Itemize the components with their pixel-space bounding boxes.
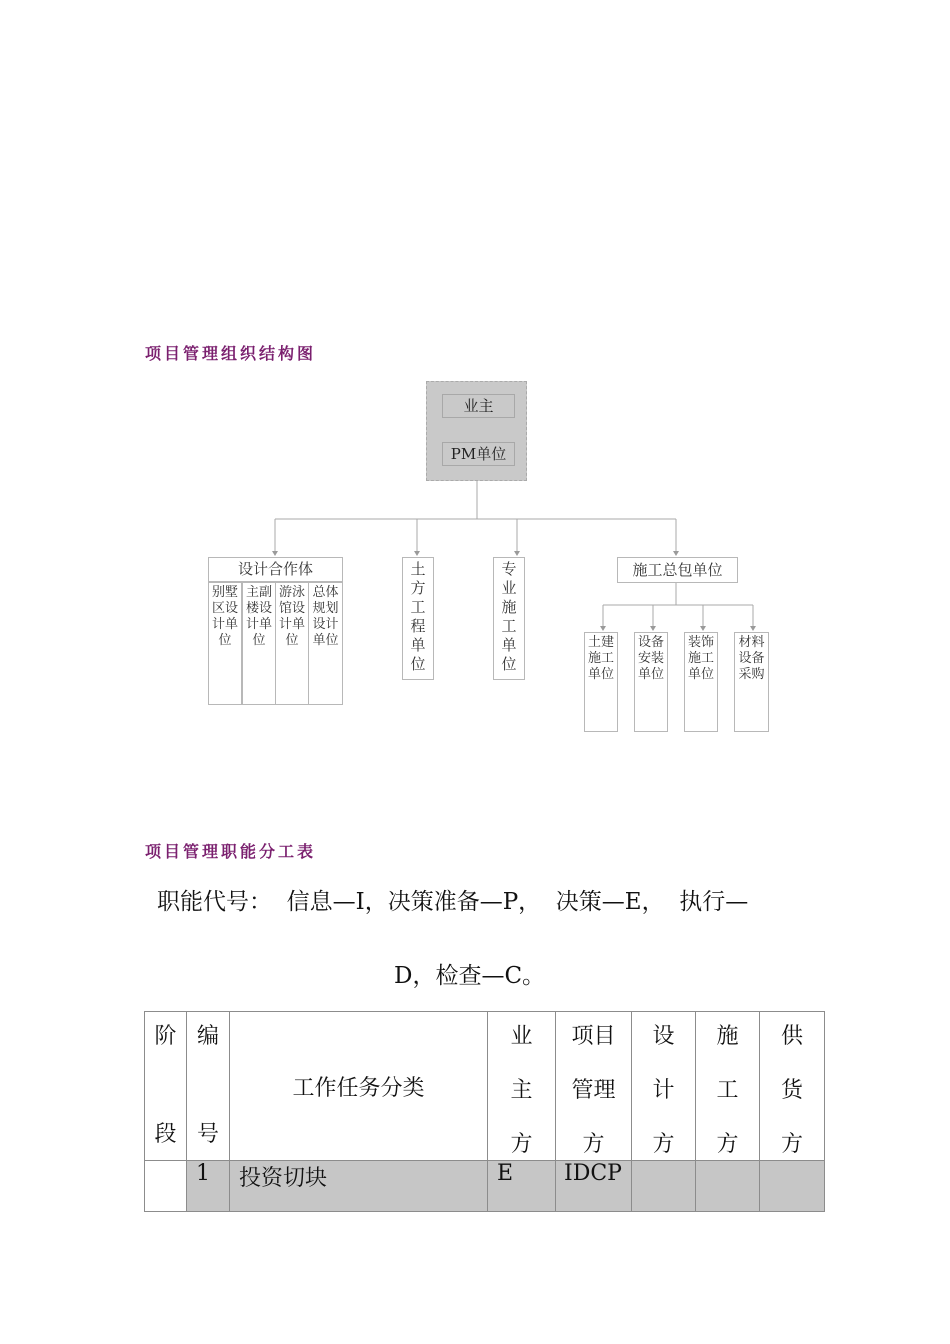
design-subunit-master-plan: 总体规划设计单位 [308,582,343,705]
header-construction: 施 工 方 [696,1012,760,1161]
function-table [144,1011,825,1212]
general-contractor-box: 施工总包单位 [617,557,738,583]
table-header-row [145,1012,825,1161]
earthwork-unit-box: 土方工程单位 [402,557,434,680]
design-subunit-main-building: 主副楼设计单位 [242,582,276,705]
cell-pm: IDCP [556,1161,632,1212]
design-joint-box: 设计合作体 [208,557,343,582]
design-subunit-pool: 游泳馆设计单位 [275,582,309,705]
header-number: 编 号 [187,1012,230,1161]
cell-number: 1 [187,1161,230,1212]
function-codes-line1: 职能代号： 信息—I，决策准备—P， 决策—E， 执行— [157,889,749,915]
function-table-heading: 项目管理职能分工表 [145,842,317,861]
pm-unit-box: PM单位 [442,442,515,466]
gc-subunit-procurement: 材料设备采购 [734,632,769,732]
header-owner: 业 主 方 [488,1012,556,1161]
gc-subunit-civil: 土建施工单位 [584,632,618,732]
header-task: 工作任务分类 [230,1012,488,1161]
header-pm: 项目 管理 方 [556,1012,632,1161]
cell-supply [760,1161,825,1212]
cell-stage [145,1161,187,1212]
header-design: 设 计 方 [632,1012,696,1161]
org-chart-heading: 项目管理组织结构图 [145,344,317,363]
table-row [145,1161,825,1212]
cell-owner: E [488,1161,556,1212]
function-codes-line2: D，检查—C。 [394,963,546,989]
design-subunit-villa: 别墅区设计单位 [208,582,242,705]
cell-design [632,1161,696,1212]
cell-task: 投资切块 [230,1161,488,1212]
gc-subunit-equipment: 设备安装单位 [634,632,668,732]
cell-construction [696,1161,760,1212]
special-construction-box: 专业施工单位 [493,557,525,680]
header-supply: 供 货 方 [760,1012,825,1161]
owner-box: 业主 [442,394,515,418]
header-stage: 阶 段 [145,1012,187,1161]
gc-subunit-decoration: 装饰施工单位 [684,632,718,732]
